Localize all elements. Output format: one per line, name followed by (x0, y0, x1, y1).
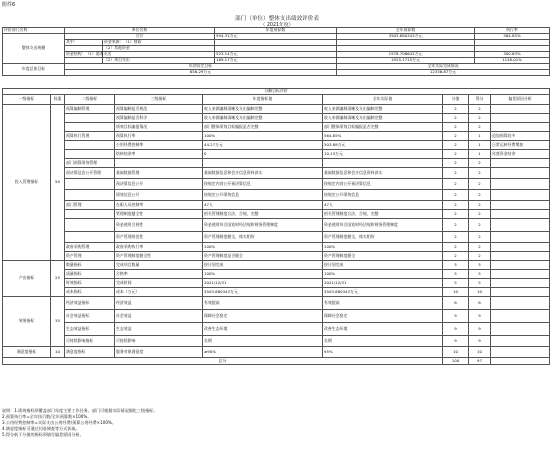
col-got: 得分 (469, 95, 491, 105)
col-actual: 全年实际值 (323, 95, 443, 105)
score-cell: 9 (443, 323, 469, 336)
project-exec: 1925.1715万元 (337, 58, 475, 64)
project-label: （2）项目支出 (103, 58, 215, 64)
actual-cell: 503.89万元 (323, 141, 443, 150)
level3-cell: 预算编制是否科学 (115, 114, 203, 123)
reason-cell (491, 232, 550, 243)
level3-cell: 完成项目数量 (115, 261, 203, 270)
got-cell: 10 (469, 288, 491, 297)
got-cell: 2 (469, 168, 491, 179)
plan-cell: 收入来源编制清晰及支出编制完整 (203, 114, 323, 123)
actual-cell: 2021/12/31 (323, 279, 443, 288)
actual-cell: 按计划完成 (323, 261, 443, 270)
level3-cell: 可持续影响 (115, 336, 203, 347)
adjust-header: 全年预算数 (337, 28, 475, 34)
goal-plan-value: 656.29万元 (65, 70, 337, 76)
got-cell: 9 (469, 336, 491, 347)
got-cell: 2 (469, 201, 491, 210)
category-weight: 25 (51, 261, 65, 297)
plan-cell: 保障社会稳定 (203, 310, 323, 323)
got-cell: 2 (469, 232, 491, 243)
category-weight: 50 (51, 105, 65, 261)
col-plan: 年度指标值 (203, 95, 323, 105)
notes (2, 408, 550, 438)
col-reason: 偏差原因分析 (491, 95, 550, 105)
unit-header: 单位名称 (65, 28, 215, 34)
level3-cell: 社会效益 (115, 310, 203, 323)
level2-cell: 数量指标 (65, 261, 115, 270)
plan-cell: 资产管理制度是否健全 (203, 252, 323, 261)
basic-budget: 523.14万元 (215, 52, 337, 58)
level2-cell (65, 210, 115, 219)
category-weight: 35 (51, 297, 65, 347)
score-cell: 9 (443, 310, 469, 323)
total-got: 97 (469, 358, 491, 365)
actual-cell: 资金使用符合国家财经法规和财务管理制度 (323, 219, 443, 232)
project-budget: 169.17万元 (215, 58, 337, 64)
level3-cell: 在职人员控制率 (115, 201, 203, 210)
score-cell: 2 (443, 201, 469, 210)
actual-cell: 10.13万元 (323, 150, 443, 159)
table-row (3, 219, 550, 232)
basic-exec: 1578.708642万元 (337, 52, 475, 58)
score-cell: 2 (443, 243, 469, 252)
level2-cell: 成本指标 (65, 288, 115, 297)
basic-rate: 300.63% (475, 52, 550, 58)
table-row (3, 270, 550, 279)
table-row (3, 150, 550, 159)
got-cell: 5 (469, 270, 491, 279)
table-row (3, 114, 550, 123)
category-weight: 10 (51, 347, 65, 358)
table-row (3, 310, 550, 323)
level3-cell: 预算编制是否规范 (115, 105, 203, 114)
structure-label-a: 资金结构：（1）基本支出 (66, 51, 112, 57)
goal-label: 年度总体目标 (3, 64, 65, 76)
level2-cell: 经济效益指标 (65, 297, 115, 310)
level3-cell: 政府采购执行率 (115, 243, 203, 252)
got-cell: 1 (469, 141, 491, 150)
reason-cell (491, 323, 550, 336)
note-line: 5.得分低于分值的指标须填写偏差原因分析。 (2, 432, 84, 437)
level3-cell: 成本（万元） (115, 288, 203, 297)
score-cell: 2 (443, 232, 469, 243)
score-cell: 2 (443, 210, 469, 219)
table-row (3, 252, 550, 261)
col-l1: 一级指标 (3, 95, 51, 105)
reason-cell (491, 288, 550, 297)
got-cell: 2 (469, 179, 491, 190)
table-row (3, 297, 550, 310)
reason-cell (491, 336, 550, 347)
table-row (3, 190, 550, 201)
reason-cell (491, 219, 550, 232)
level2-cell: 质量指标 (65, 270, 115, 279)
table-row (3, 279, 550, 288)
perf-title: 分解目标评价 (3, 89, 550, 95)
score-cell: 10 (443, 347, 469, 358)
level2-cell (65, 232, 115, 243)
level2-cell: 预算执行管理 (65, 132, 115, 141)
total-label: 合计 (65, 34, 215, 40)
got-cell: 9 (469, 310, 491, 323)
level2-cell (65, 219, 115, 232)
plan-cell: 按规定公开绩效信息 (203, 190, 323, 201)
scale-label: 整体支出规模 (3, 34, 65, 64)
got-cell: 2 (469, 219, 491, 232)
reason-cell: 年底资金结余 (491, 150, 550, 159)
page-title: 部门（单位）整体支出绩效评价表 (235, 16, 319, 22)
reason-cell (491, 123, 550, 132)
level3-cell: 经济效益 (115, 297, 203, 310)
category-label: 产出指标 (3, 261, 51, 297)
level3-cell: 结转结余率 (115, 150, 203, 159)
plan-cell: 部门整体绩效目标编报是否完整 (203, 123, 323, 132)
plan-cell: 有效提高 (203, 297, 323, 310)
actual-cell: 长期 (323, 336, 443, 347)
level3-cell: 预决算信息公开 (115, 179, 203, 190)
actual-cell: 100% (323, 270, 443, 279)
plan-cell: 47人 (203, 201, 323, 210)
note-line: 说明：1.绩效指标须覆盖部门年度主要工作任务，部门可根据实际情况细化三级指标。 (2, 408, 158, 413)
score-cell: 2 (443, 105, 469, 114)
total-adjust: 3503.880343万元 (337, 34, 475, 40)
category-label: 满意度指标 (3, 347, 51, 358)
actual-cell: 保障社会稳定 (323, 310, 443, 323)
budget-summary-table (2, 27, 550, 76)
level2-cell: 生态效益指标 (65, 323, 115, 336)
actual-cell: 3503.880343万元 (323, 288, 443, 297)
dept-header: 评价部门名称 (3, 28, 65, 34)
reason-cell: 追加预算较多 (491, 132, 550, 141)
plan-cell: 长期 (203, 336, 323, 347)
actual-cell: 收入来源编制清晰及支出编制完整 (323, 114, 443, 123)
table-row (3, 168, 550, 179)
table-row (3, 105, 550, 114)
table-row (3, 141, 550, 150)
attachment-label: 附件6 (2, 2, 16, 8)
page-subtitle: （ 2021年度） (260, 23, 294, 28)
actual-cell: 100% (323, 243, 443, 252)
got-cell: 2 (469, 159, 491, 168)
note-line: 3.公用经费控制率=实际支出公用经费/预算公用经费×100%。 (2, 420, 116, 425)
level2-cell: 政府采购管理 (65, 243, 115, 252)
total-rate: 564.85% (475, 34, 550, 40)
got-cell: 2 (469, 210, 491, 219)
plan-cell: 相关管理制度合法、合规、完整 (203, 210, 323, 219)
source-label-b: 资金来源：（1）财政 (103, 40, 215, 46)
score-cell: 8 (443, 297, 469, 310)
reason-cell (491, 252, 550, 261)
actual-cell: 部门整体绩效目标编报是否完整 (323, 123, 443, 132)
plan-cell: ≥90% (203, 347, 323, 358)
table-row (3, 347, 550, 358)
got-cell: 8 (469, 297, 491, 310)
level3-cell: 完成时间 (115, 279, 203, 288)
reason-cell (491, 201, 550, 210)
plan-cell: 100% (203, 270, 323, 279)
level2-cell: 时效指标 (65, 279, 115, 288)
category-label: 效果指标 (3, 297, 51, 347)
score-cell: 5 (443, 261, 469, 270)
col-score: 分值 (443, 95, 469, 105)
level2-cell (65, 179, 115, 190)
got-cell: 1 (469, 150, 491, 159)
table-row (3, 288, 550, 297)
score-cell: 2 (443, 159, 469, 168)
category-label: 投入管理指标 (3, 105, 51, 261)
reason-cell (491, 297, 550, 310)
table-row (3, 132, 550, 141)
level2-cell: 部门管理 (65, 201, 115, 210)
table-row (3, 179, 550, 190)
got-cell: 2 (469, 190, 491, 201)
actual-cell: 按规定内容公开预决算信息 (323, 179, 443, 190)
reason-cell (491, 210, 550, 219)
score-cell: 5 (443, 279, 469, 288)
score-cell: 10 (443, 288, 469, 297)
level3-cell: 资产管理规范性 (115, 232, 203, 243)
score-cell: 2 (443, 132, 469, 141)
score-cell: 2 (443, 114, 469, 123)
actual-cell: 47人 (323, 201, 443, 210)
goal-done-value: 12336.87万元 (337, 70, 550, 76)
col-l2: 二级指标 (65, 95, 115, 105)
reason-cell: 日常运转经费增加 (491, 141, 550, 150)
level3-cell: 公用经费控制率 (115, 141, 203, 150)
got-cell: 2 (469, 105, 491, 114)
total-budget: 594.31万元 (215, 34, 337, 40)
plan-cell: 基础数据信息和会计信息资料真实 (203, 168, 323, 179)
actual-cell: 有效提高 (323, 297, 443, 310)
reason-cell (491, 310, 550, 323)
level2-cell: 预算编制管理 (65, 105, 115, 114)
level2-cell: 可持续影响指标 (65, 336, 115, 347)
goal-plan-header: 年初设定目标 (65, 64, 337, 70)
got-cell: 2 (469, 123, 491, 132)
actual-cell: 相关管理制度合法、合规、完整 (323, 210, 443, 219)
table-row (3, 261, 550, 270)
reason-cell (491, 261, 550, 270)
level2-cell (65, 150, 115, 159)
score-cell: 2 (443, 168, 469, 179)
got-cell: 1 (469, 132, 491, 141)
level3-cell: 服务对象满意度 (115, 347, 203, 358)
total-label: 总分 (3, 358, 443, 365)
plan-cell: 3503.880343万元 (203, 288, 323, 297)
reason-cell (491, 159, 550, 168)
plan-cell: 2021/12/31 (203, 279, 323, 288)
reason-cell (491, 347, 550, 358)
table-row (3, 210, 550, 219)
level2-cell: 部门预算绩效管理 (65, 159, 115, 168)
actual-cell: 564.85% (323, 132, 443, 141)
got-cell: 5 (469, 279, 491, 288)
level2-cell (65, 114, 115, 123)
actual-cell: 收入来源编制清晰及支出编制完整 (323, 105, 443, 114)
reason-cell (491, 243, 550, 252)
level3-cell: 绩效信息公开 (115, 190, 203, 201)
score-cell: 2 (443, 190, 469, 201)
plan-cell: 收入来源编制清晰及支出编制完整 (203, 105, 323, 114)
plan-cell: 按规定内容公开预决算信息 (203, 179, 323, 190)
note-line: 4.满意度指标可通过问卷调查等方式获取。 (2, 426, 80, 431)
plan-cell: 资金使用符合国家财经法规和财务管理制度 (203, 219, 323, 232)
level3-cell: 合格率 (115, 270, 203, 279)
reason-cell (491, 179, 550, 190)
reason-cell (491, 190, 550, 201)
table-row (3, 336, 550, 347)
reason-cell (491, 114, 550, 123)
level3-cell (115, 159, 203, 168)
got-cell: 2 (469, 252, 491, 261)
project-rate: 1138.01% (475, 58, 550, 64)
table-row (3, 123, 550, 132)
level3-cell: 绩效目标编报情况 (115, 123, 203, 132)
reason-cell (491, 279, 550, 288)
level2-cell (65, 123, 115, 132)
table-row (3, 323, 550, 336)
level3-cell: 管理制度健全性 (115, 210, 203, 219)
plan-cell: 100% (203, 243, 323, 252)
table-row (3, 243, 550, 252)
got-cell: 2 (469, 114, 491, 123)
table-row (3, 232, 550, 243)
plan-cell: 资产管理制度健全，账实相符 (203, 232, 323, 243)
score-cell: 2 (443, 179, 469, 190)
plan-cell (203, 159, 323, 168)
score-cell: 2 (443, 123, 469, 132)
total-score: 100 (443, 358, 469, 365)
got-cell: 10 (469, 347, 491, 358)
source-label-a: 其中： (65, 40, 103, 46)
got-cell: 2 (469, 243, 491, 252)
level3-cell: 资金使用合规性 (115, 219, 203, 232)
plan-cell: 按计划完成 (203, 261, 323, 270)
got-cell: 5 (469, 261, 491, 270)
reason-cell (491, 270, 550, 279)
budget-header: 年度预算数 (215, 28, 337, 34)
table-row (3, 159, 550, 168)
goal-done-header: 全年实际完成情况 (337, 64, 550, 70)
score-cell: 2 (443, 219, 469, 232)
total-reason (491, 358, 550, 365)
score-cell: 5 (443, 270, 469, 279)
got-cell: 9 (469, 323, 491, 336)
score-cell: 2 (443, 252, 469, 261)
performance-table (2, 88, 550, 365)
actual-cell: 改善生态环境 (323, 323, 443, 336)
col-l3: 三级指标 (115, 95, 203, 105)
score-cell: 2 (443, 141, 469, 150)
actual-cell: 基础数据信息和会计信息资料真实 (323, 168, 443, 179)
rate-header: 执行率 (475, 28, 550, 34)
level2-cell: 社会效益指标 (65, 310, 115, 323)
level3-cell: 预算执行率 (115, 132, 203, 141)
actual-cell: 资产管理制度健全 (323, 252, 443, 261)
plan-cell: 改善生态环境 (203, 323, 323, 336)
level2-cell: 预决算信息公开管理 (65, 168, 115, 179)
score-cell: 2 (443, 150, 469, 159)
level2-cell (65, 141, 115, 150)
reason-cell (491, 105, 550, 114)
other-funds-label: （2）其他资金 (103, 46, 215, 52)
actual-cell: 95% (323, 347, 443, 358)
plan-cell: 44.27万元 (203, 141, 323, 150)
level2-cell: 资产管理 (65, 252, 115, 261)
level2-cell (65, 190, 115, 201)
reason-cell (491, 168, 550, 179)
level3-cell: 资产管理制度健全性 (115, 252, 203, 261)
actual-cell: 资产管理制度健全，账实相符 (323, 232, 443, 243)
level2-cell: 满意度指标 (65, 347, 115, 358)
plan-cell: 0 (203, 150, 323, 159)
total-row (3, 358, 550, 365)
plan-cell: 100% (203, 132, 323, 141)
col-weight: 权重 (51, 95, 65, 105)
level3-cell: 生态效益 (115, 323, 203, 336)
actual-cell (323, 159, 443, 168)
level3-cell: 基础数据管理 (115, 168, 203, 179)
actual-cell: 按规定公开绩效信息 (323, 190, 443, 201)
note-line: 2.预算执行率=全年执行数/全年预算数×100%。 (2, 414, 92, 419)
score-cell: 9 (443, 336, 469, 347)
table-row (3, 201, 550, 210)
